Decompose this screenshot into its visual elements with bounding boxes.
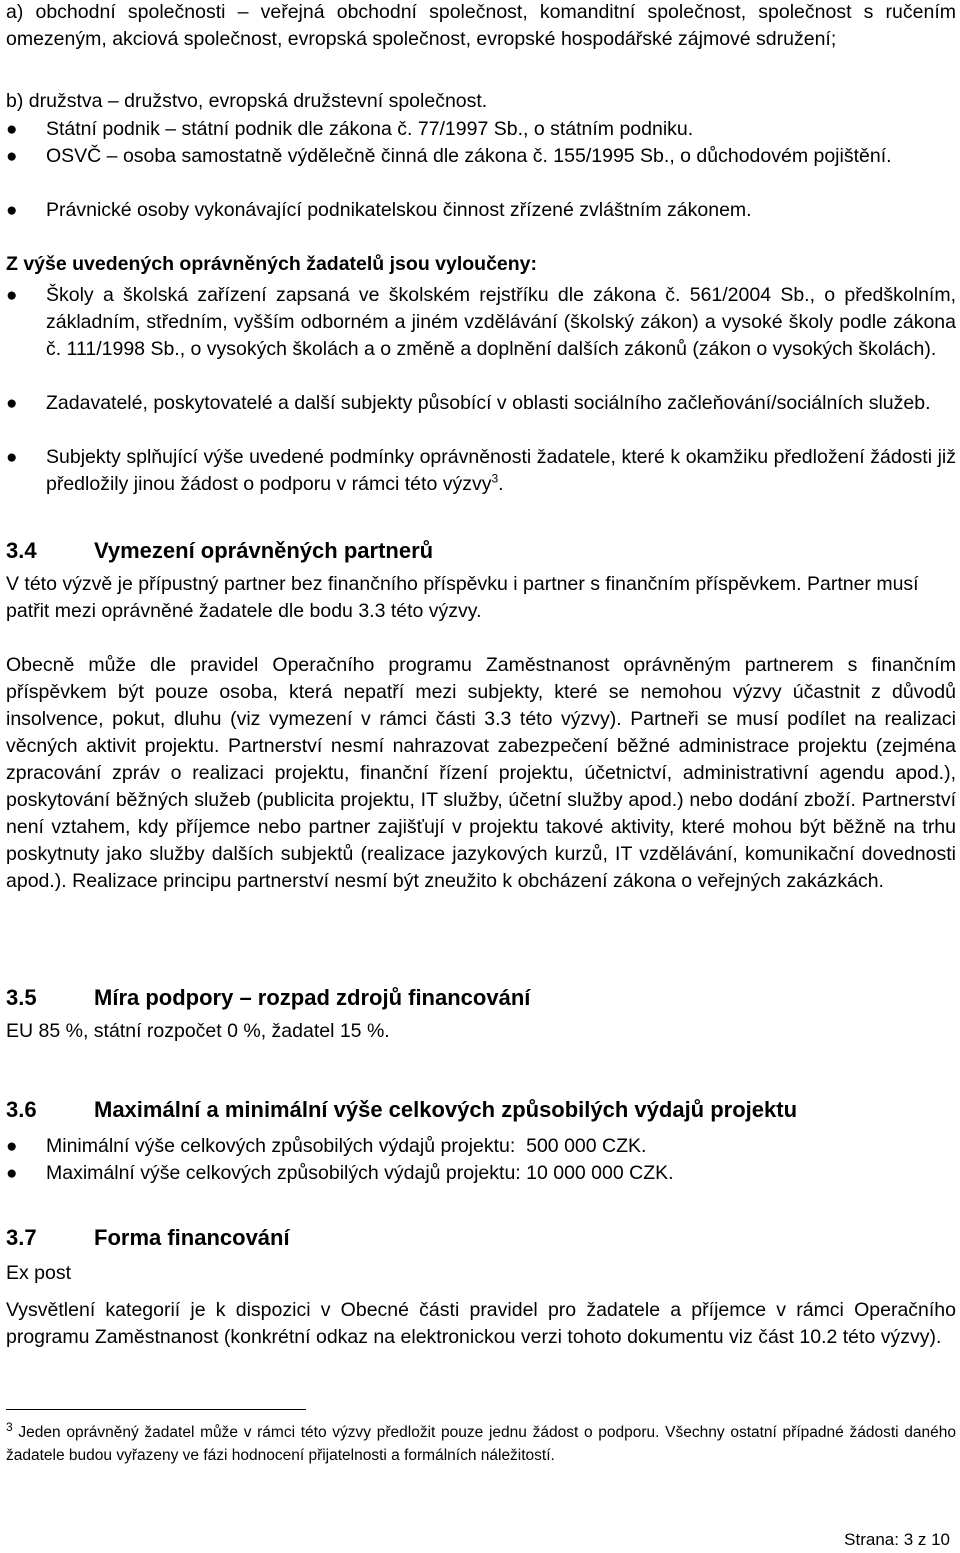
bullet-item: ● Školy a školská zařízení zapsaná ve školském rejstříku dle zákona č. 561/2004 Sb., o předškolním, základním, středním, vyšším odborném a jiném vzdělávání (školský zákon) a vysoké školy podle zákona č. 111/1998 Sb., o vysokých školách a o změně a doplnění dalších zákonů (zákon o vysokých školách). [6, 284, 956, 360]
footnote: $^3$ Jeden oprávněný žadatel může v rámci této výzvy předložit pouze jednu žádost o podporu. Všechny ostatní případné žádosti daného žadatele budou vyřazeny ve fázi hodnocení přijatelnosti a formálních náležitostí. [6, 1419, 956, 1464]
list-item-a: a) obchodní společnosti – veřejná obchodní společnost, komanditní společnost, společnost s ručením omezeným, akciová společnost, evropská společnost, evropské hospodářské zájmové sdružení; [6, 1, 956, 50]
bullet-icon: ● [6, 200, 18, 221]
paragraph: Vysvětlení kategorií je k dispozici v Obecné části pravidel pro žadatele a příjemce v rámci Operačního programu Zaměstnanost (konkrétní odkaz na elektronickou verzi tohoto dokumentu viz část 10.2 této výzvy). [6, 1299, 956, 1348]
bullet-icon: ● [6, 146, 18, 167]
bullet-item: ● Maximální výše celkových způsobilých výdajů projektu: 10 000 000 CZK. [6, 1160, 956, 1187]
paragraph: V této výzvě je přípustný partner bez finančního příspěvku i partner s finančním příspěvkem. Partner musí patřit mezi oprávněné žadatele dle bodu 3.3 této výzvy. [6, 573, 919, 622]
paragraph: Obecně může dle pravidel Operačního programu Zaměstnanost oprávněným partnerem s finančním příspěvkem být pouze osoba, která nepatří mezi subjekty, které se nemohou výzvy účastnit z důvodů insolvence, pokut, dluhu (viz vymezení v rámci části 3.3 této výzvy). Partneři se musí podílet na realizaci věcných aktivit projektu. Partnerství nesmí nahrazovat zabezpečení běžné administrace projektu (zejména zpracování zpráv o realizaci projektu, finanční řízení projektu, účetnictví, administrativní agendu apod.), poskytování běžných služeb (publicita projektu, IT služby, účetní služby apod.) nebo dodání zboží. Partnerství není vztahem, kdy příjemce nebo partner zajišťují v projektu takové aktivity, které mohou být běžně na trhu poskytnuty jako služby dalších subjektů (realizace jazykových kurzů, IT vzdělávání, komunikační dovednosti apod.). Realizace principu partnerství nesmí být zneužito k obcházení zákona o veřejných zakázkách. [6, 654, 956, 892]
bullet-icon: ● [6, 1163, 18, 1184]
bullet-text: Subjekty splňující výše uvedené podmínky oprávněnosti žadatele, které k okamžiku předložení žádosti již předložily jinou žádost o podporu v rámci této výzvy [46, 446, 956, 495]
bullet-item: ● Subjekty splňující výše uvedené podmínky oprávněnosti žadatele, které k okamžiku předložení žádosti již předložily jinou žádost o podporu v rámci této výzvy$^3$. [6, 446, 956, 495]
bullet-icon: ● [6, 119, 18, 140]
footnote-mark: 3 [6, 1419, 13, 1434]
bullet-icon: ● [6, 1136, 18, 1157]
bullet-item: ● Minimální výše celkových způsobilých výdajů projektu: 500 000 CZK. [6, 1133, 956, 1160]
page-number: Strana: 3 z 10 [844, 1530, 950, 1549]
bullet-icon: ● [6, 285, 18, 306]
paragraph: Ex post [6, 1262, 72, 1284]
footnote-divider [6, 1409, 306, 1410]
bullet-item: ● Státní podnik – státní podnik dle zákona č. 77/1997 Sb., o státním podniku. [6, 116, 956, 143]
section-heading-3-4: 3.4 Vymezení oprávněných partnerů [6, 538, 434, 563]
bullet-item: ● Zadavatelé, poskytovatelé a další subjekty působící v oblasti sociálního začleňování/sociálních služeb. [6, 390, 956, 417]
section-heading-3-7: 3.7 Forma financování [6, 1225, 290, 1250]
section-heading-3-5: 3.5 Míra podpory – rozpad zdrojů financování [6, 985, 531, 1010]
bullet-icon: ● [6, 393, 18, 414]
list-item-b: b) družstva – družstvo, evropská družstevní společnost. [6, 90, 488, 112]
bullet-icon: ● [6, 447, 18, 468]
bullet-item: ● Právnické osoby vykonávající podnikatelskou činnost zřízené zvláštním zákonem. [6, 197, 956, 224]
footnote-ref[interactable]: 3 [491, 471, 499, 486]
paragraph: EU 85 %, státní rozpočet 0 %, žadatel 15 %. [6, 1020, 390, 1042]
excluded-heading: Z výše uvedených oprávněných žadatelů jsou vyloučeny: [6, 253, 538, 275]
section-heading-3-6: 3.6 Maximální a minimální výše celkových způsobilých výdajů projektu [6, 1097, 798, 1122]
bullet-item: ● OSVČ – osoba samostatně výdělečně činná dle zákona č. 155/1995 Sb., o důchodovém pojištění. [6, 143, 956, 170]
